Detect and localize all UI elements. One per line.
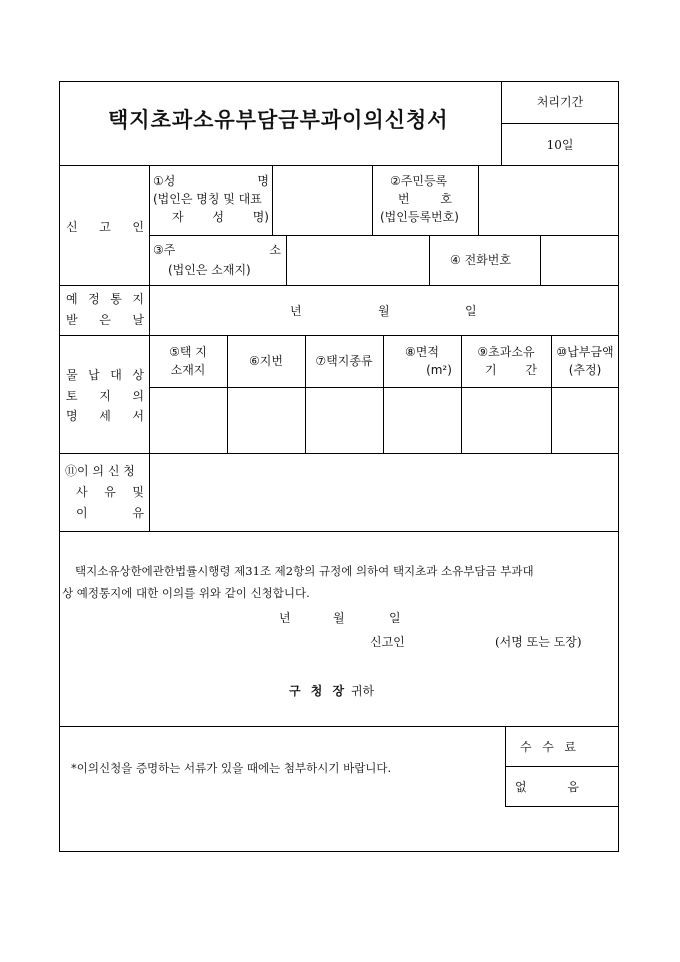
form-title: 택지초과소유부담금부과이의신청서 (108, 107, 449, 132)
reason-label-3: 이 유 (76, 506, 144, 520)
notice-date-label: 예 정 통 지 (66, 292, 144, 306)
statement-text: 택지소유상한에관한법률시행령 제31조 제2항의 규정에 의하여 택지초과 소유부담금 부과대 (75, 564, 534, 578)
col-amount-header-2: (추정) (568, 363, 602, 377)
processing-period-label: 처리기간 (536, 95, 584, 109)
land-area-cell[interactable] (384, 388, 460, 452)
rrn-sublabel: 번 호 (398, 192, 452, 206)
land-section-label: 물 납 대 상 (66, 368, 144, 382)
signature-note: (서명 또는 도장) (495, 635, 582, 649)
land-section-label-3: 명 세 서 (66, 409, 144, 423)
rrn-field[interactable] (479, 166, 618, 234)
application-form (59, 81, 619, 852)
col-lot-header: ⑥지번 (249, 354, 283, 368)
col-location-header: ⑤택 지 (169, 345, 207, 359)
land-period-cell[interactable] (462, 388, 550, 452)
col-area-header: ⑧면적 (405, 345, 439, 359)
applicant-label: 신고인 (370, 635, 405, 649)
notice-year: 년 (290, 304, 302, 318)
col-type-header: ⑦택지종류 (315, 354, 373, 368)
col-amount-header: ⑩납부금액 (556, 345, 614, 359)
statement-text-2: 상 예정통지에 대한 이의를 위와 같이 신청합니다. (62, 586, 310, 600)
col-period-header-2: 기 간 (485, 363, 537, 377)
address-field[interactable] (287, 236, 428, 284)
name-sublabel: (법인은 명칭 및 대표 (153, 192, 262, 206)
col-period-header: ⑨초과소유 (477, 345, 535, 359)
land-location-cell[interactable] (150, 388, 226, 452)
statement-month: 월 (333, 611, 345, 625)
col-area-unit: (m²) (426, 363, 452, 377)
statement-day: 일 (389, 611, 401, 625)
statement-year: 년 (279, 611, 291, 625)
notice-date-label-2: 받 은 날 (66, 313, 144, 327)
address-sublabel: (법인은 소재지) (168, 263, 251, 277)
declarant-section-label: 신 고 인 (66, 220, 144, 234)
land-amount-cell[interactable] (552, 388, 618, 452)
fee-value: 없 음 (515, 780, 579, 794)
notice-day: 일 (465, 304, 477, 318)
land-type-cell[interactable] (306, 388, 382, 452)
rrn-sublabel-2: (법인등록번호) (380, 210, 459, 224)
reason-field[interactable] (150, 454, 618, 530)
processing-period-value: 10일 (546, 138, 574, 152)
name-field[interactable] (273, 166, 371, 234)
rrn-label: ②주민등록 (390, 174, 448, 188)
phone-label: ④ 전화번호 (450, 253, 511, 267)
address-label: ③주 소 (153, 243, 281, 257)
name-sublabel-2: 자 성 명) (172, 210, 269, 224)
fee-label: 수 수 료 (520, 740, 576, 754)
reason-label: ⑪이 의 신 청 (65, 464, 135, 478)
name-label: ①성 명 (153, 174, 269, 188)
land-section-label-2: 토 지 의 (66, 389, 144, 403)
land-lot-cell[interactable] (228, 388, 304, 452)
applicant-signature-field[interactable] (415, 630, 491, 652)
col-location-header-2: 소재지 (170, 363, 206, 377)
phone-field[interactable] (541, 236, 618, 284)
notice-month: 월 (378, 304, 390, 318)
attachment-note: *이의신청을 증명하는 서류가 있을 때에는 첨부하시기 바랍니다. (71, 761, 392, 775)
reason-label-2: 사 유 및 (76, 485, 144, 499)
addressee: 구 청 장 귀하 (289, 684, 375, 698)
